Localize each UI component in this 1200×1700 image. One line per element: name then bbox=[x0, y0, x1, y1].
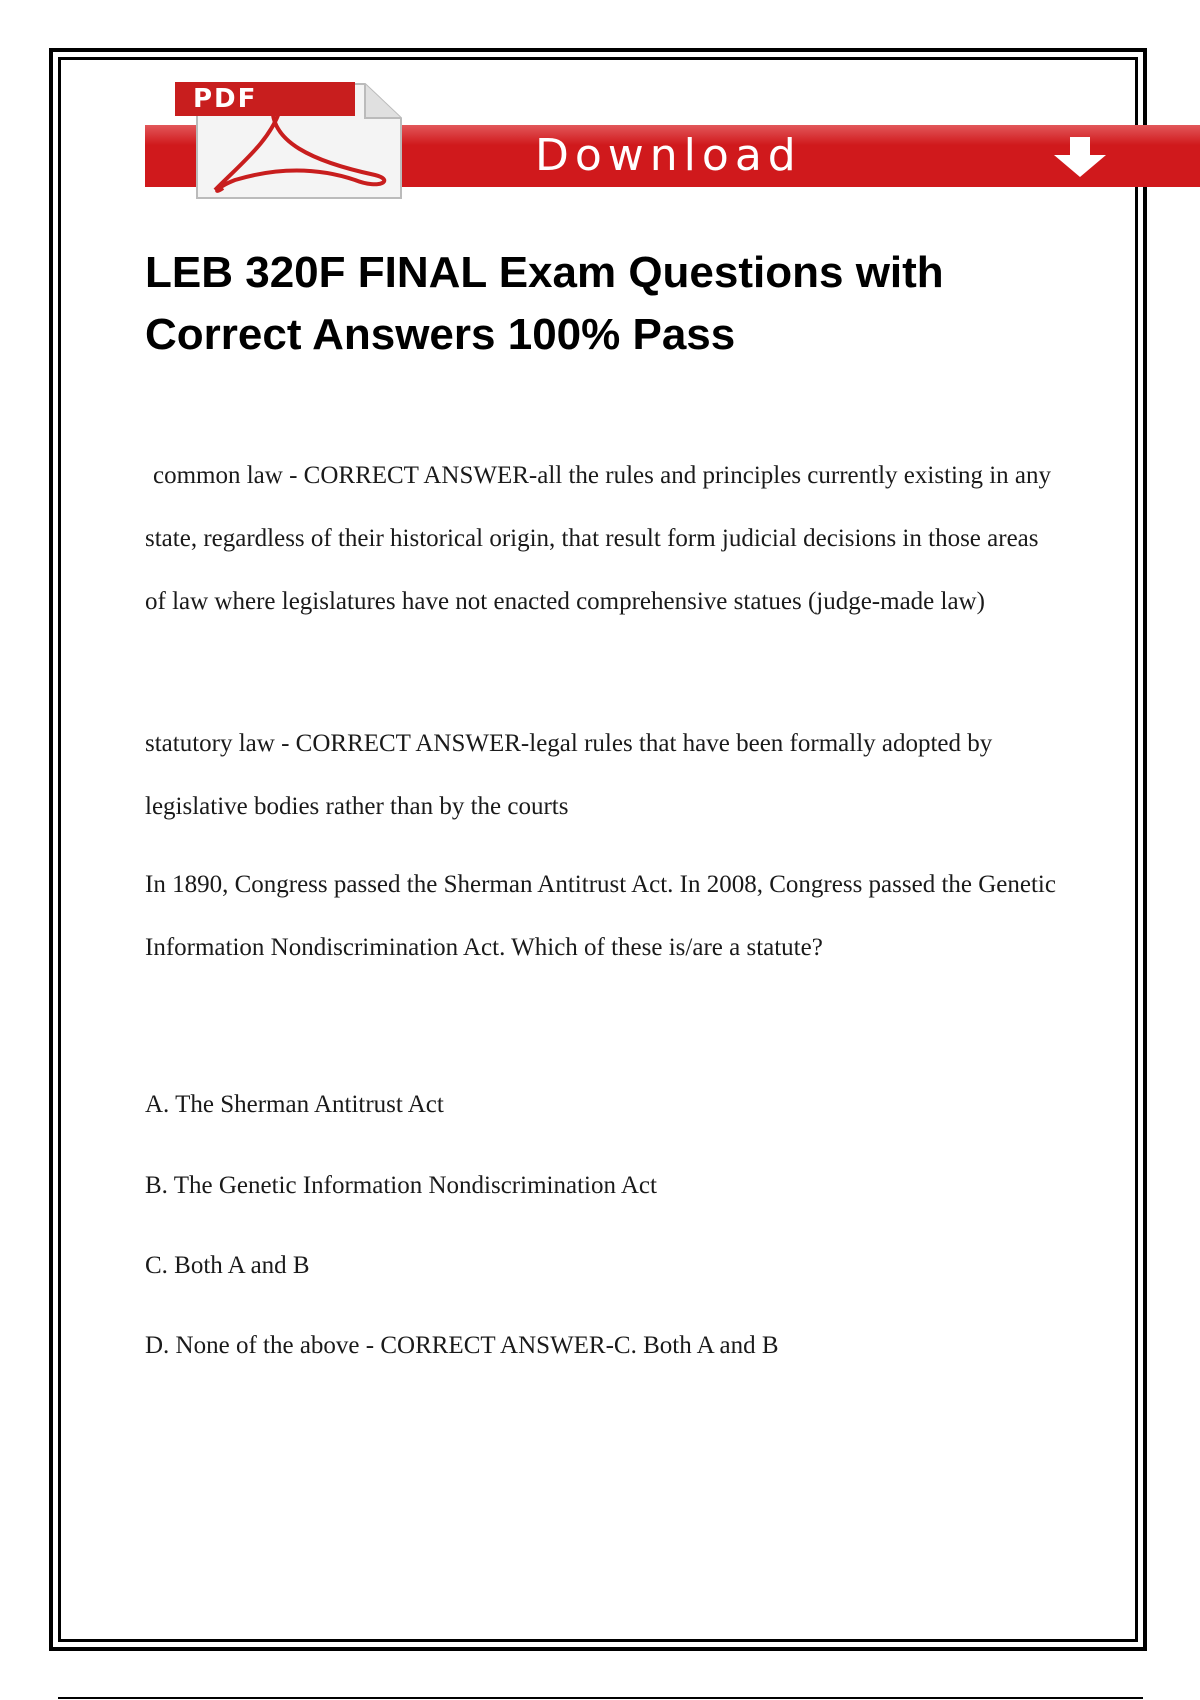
option-b: B. The Genetic Information Nondiscrimination Act bbox=[145, 1172, 657, 1199]
option-a: A. The Sherman Antitrust Act bbox=[145, 1091, 444, 1118]
option-c: C. Both A and B bbox=[145, 1252, 310, 1279]
download-arrow-icon[interactable] bbox=[1050, 135, 1110, 179]
bottom-divider bbox=[58, 1697, 1143, 1699]
option-d: D. None of the above - CORRECT ANSWER-C. Both A and B bbox=[145, 1332, 779, 1359]
pdf-document-icon bbox=[175, 80, 403, 200]
download-label[interactable]: Download bbox=[535, 130, 802, 181]
entry-statutory-law: statutory law - CORRECT ANSWER-legal rules that have been formally adopted by legislative bodies rather than by the courts bbox=[145, 730, 993, 820]
document-title: LEB 320F FINAL Exam Questions with Correct Answers 100% Pass bbox=[145, 248, 944, 359]
entry-common-law: common law - CORRECT ANSWER-all the rules and principles currently existing in any state, regardless of their historical origin, that result form judicial decisions in those areas of law where legislatures have not enacted comprehensive statues (judge-made law) bbox=[145, 462, 1051, 615]
pdf-download-banner[interactable] bbox=[145, 80, 1200, 200]
pdf-tag-label: PDF bbox=[175, 82, 355, 116]
entry-question-statute: In 1890, Congress passed the Sherman Antitrust Act. In 2008, Congress passed the Genetic Information Nondiscrimination Act. Which of these is/are a statute? bbox=[145, 871, 1056, 961]
